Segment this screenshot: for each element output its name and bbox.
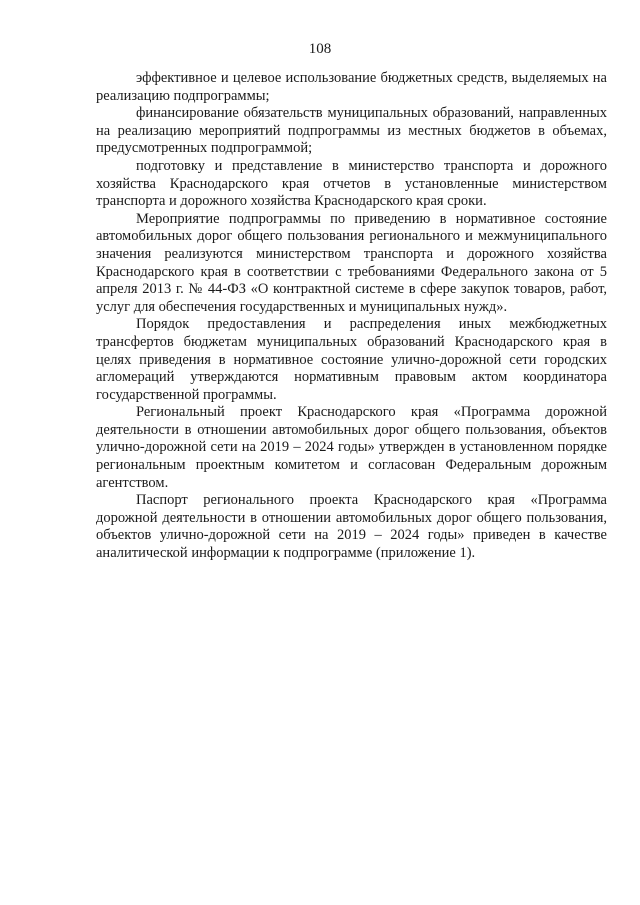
paragraph-regional-project: Региональный проект Краснодарского края «Программа дорожной деятельности в отношении автомобильных дорог общего пользования, объектов улично-дорожной сети на 2019 – 2024 годы» утвержден в установленном порядке региональным проектным комитетом и согласован Федеральным дорожным агентством. — [96, 404, 607, 491]
paragraph-project-passport: Паспорт регионального проекта Краснодарского края «Программа дорожной деятельности в отношении автомобильных дорог общего пользования, объектов улично-дорожной сети на 2019 – 2024 годы» приведен в качестве аналитической информации к подпрограмме (приложение 1). — [96, 492, 607, 562]
paragraph-financing: финансирование обязательств муниципальных образований, направленных на реализацию мероприятий подпрограммы из местных бюджетов в объемах, предусмотренных подпрограммой; — [96, 105, 607, 157]
page-number: 108 — [308, 41, 332, 57]
body-text — [96, 70, 607, 563]
paragraph-effective-use: эффективное и целевое использование бюджетных средств, выделяемых на реализацию подпрограммы; — [96, 70, 607, 104]
paragraph-reporting: подготовку и представление в министерство транспорта и дорожного хозяйства Краснодарского края отчетов в установленные министерством транспорта и дорожного хозяйства Краснодарского края сроки. — [96, 157, 607, 210]
paragraph-transfer-procedure: Порядок предоставления и распределения иных межбюджетных трансфертов бюджетам муниципальных образований Краснодарского края в целях приведения в нормативное состояние улично-дорожной сети городских агломераций утверждаются нормативным правовым актом координатора государственной программы. — [96, 316, 607, 403]
paragraph-road-measure: Мероприятие подпрограммы по приведению в нормативное состояние автомобильных дорог общего пользования регионального и межмуниципального значения реализуются министерством транспорта и дорожного хозяйства Краснодарского края в соответствии с требованиями Федерального закона от 5 апреля 2013 г. № 44-ФЗ «О контрактной системе в сфере закупок товаров, работ, услуг для обеспечения государственных и муниципальных нужд». — [96, 210, 607, 315]
